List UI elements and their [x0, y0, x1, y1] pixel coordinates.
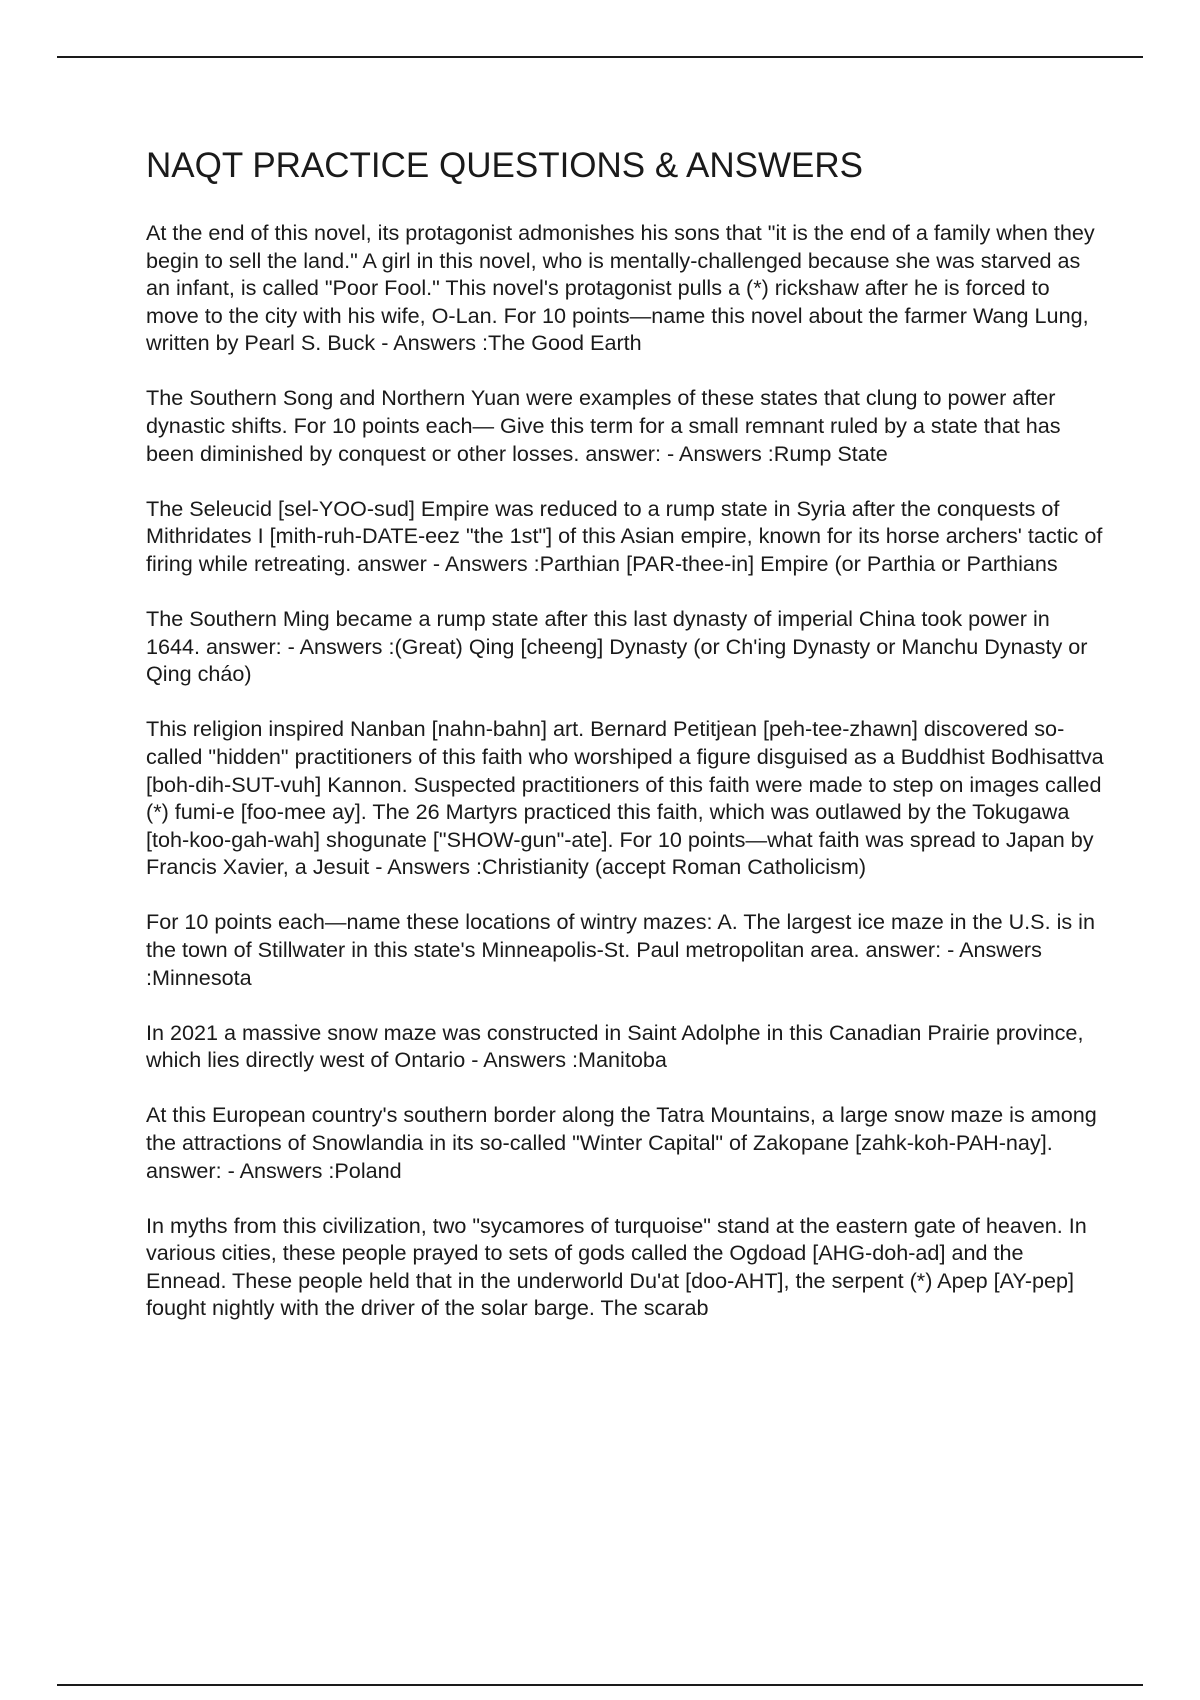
qa-item: At the end of this novel, its protagonist admonishes his sons that "it is the end of a family when they begin to sell the land." A girl in this novel, who is mentally-challenged because she was starved as an infant, is called "Poor Fool." This novel's protagonist pulls a (*) rickshaw after he is forced to move to the city with his wife, O-Lan. For 10 points—name this novel about the farmer Wang Lung, written by Pearl S. Buck - Answers :The Good Earth: [146, 220, 1095, 356]
qa-item: For 10 points each—name these locations of wintry mazes: A. The largest ice maze in the U.S. is in the town of Stillwater in this state's Minneapolis-St. Paul metropolitan area. answer: - Answers :Minnesota: [146, 909, 1095, 990]
qa-item: The Seleucid [sel-YOO-sud] Empire was reduced to a rump state in Syria after the conquests of Mithridates I [mith-ruh-DATE-eez "the 1st"] of this Asian empire, known for its horse archers' tactic of firing while retreating. answer - Answers :Parthian [PAR-thee-in] Empire (or Parthia or Parthians: [146, 495, 1103, 576]
qa-item: This religion inspired Nanban [nahn-bahn] art. Bernard Petitjean [peh-tee-zhawn] discovered so-called "hidden" practitioners of this faith who worshiped a figure disguised as a Buddhist Bodhisattva [boh-dih-SUT-vuh] Kannon. Suspected practitioners of this faith were made to step on images called (*) fumi-e [foo-mee ay]. The 26 Martyrs practiced this faith, which was outlawed by the Tokugawa [toh-koo-gah-wah] shogunate ["SHOW-gun"-ate]. For 10 points—what faith was spread to Japan by Francis Xavier, a Jesuit - Answers :Christianity (accept Roman Catholicism): [146, 716, 1104, 880]
qa-item: The Southern Ming became a rump state after this last dynasty of imperial China took power in 1644. answer: - Answers :(Great) Qing [cheeng] Dynasty (or Ch'ing Dynasty or Manchu Dynasty or Qing cháo): [146, 606, 1088, 687]
bottom-rule: [57, 1684, 1143, 1686]
top-rule: [57, 56, 1143, 58]
qa-item: In myths from this civilization, two "sycamores of turquoise" stand at the eastern gate of heaven. In various cities, these people prayed to sets of gods called the Ogdoad [AHG-doh-ad] and the Ennead. These people held that in the underworld Du'at [doo-AHT], the serpent (*) Apep [AY-pep] fought nightly with the driver of the solar barge. The scarab: [146, 1212, 1087, 1321]
qa-item: In 2021 a massive snow maze was constructed in Saint Adolphe in this Canadian Prairie province, which lies directly west of Ontario - Answers :Manitoba: [146, 1019, 1084, 1073]
qa-item: At this European country's southern border along the Tatra Mountains, a large snow maze is among the attractions of Snowlandia in its so-called "Winter Capital" of Zakopane [zahk-koh-PAH-nay]. answer: - Answers :Poland: [146, 1102, 1097, 1183]
page-title: NAQT PRACTICE QUESTIONS & ANSWERS: [146, 146, 863, 185]
qa-item: The Southern Song and Northern Yuan were examples of these states that clung to power after dynastic shifts. For 10 points each— Give this term for a small remnant ruled by a state that has been diminished by conquest or other losses. answer: - Answers :Rump State: [146, 385, 1061, 466]
document-body: [146, 143, 1106, 1350]
